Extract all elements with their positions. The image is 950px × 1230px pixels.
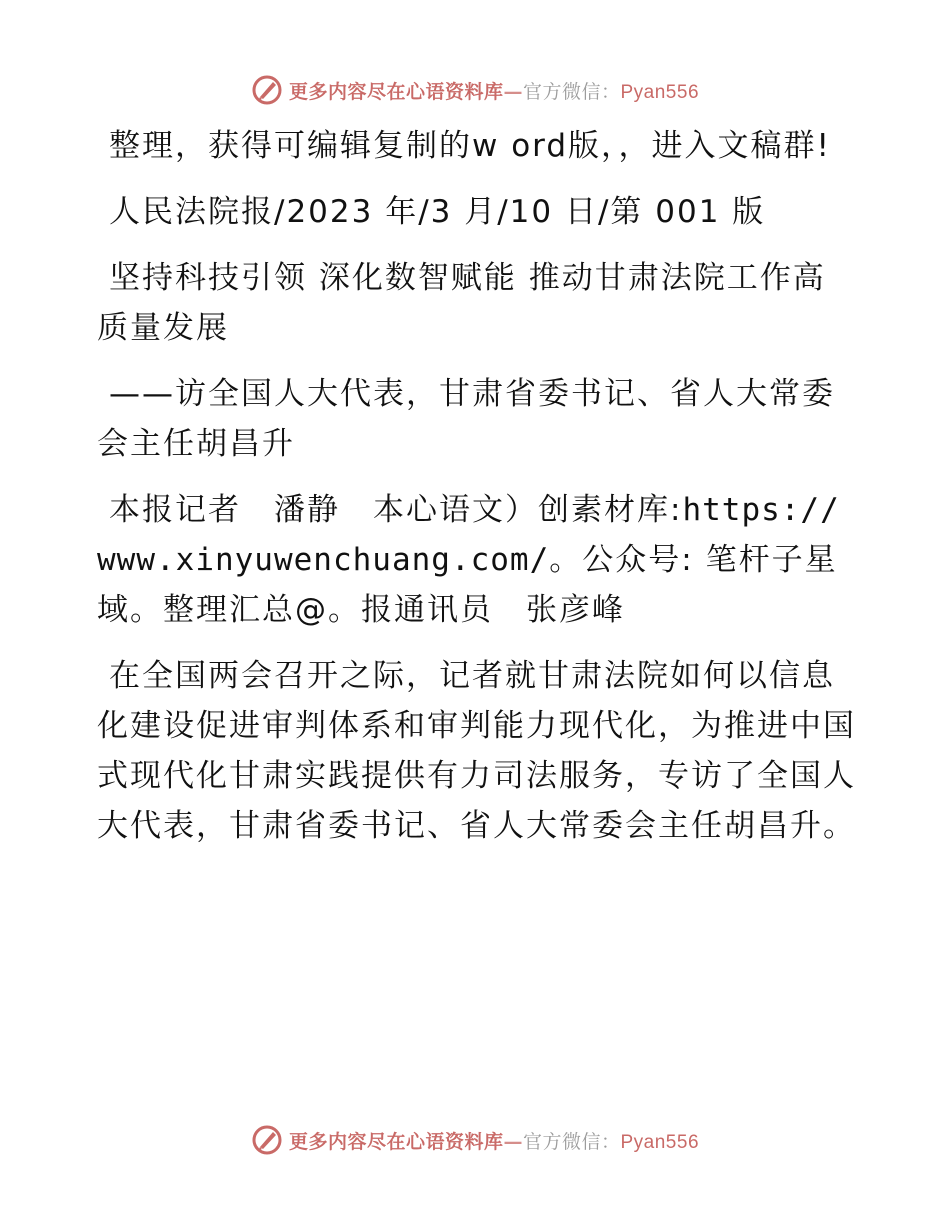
banner-wechat-id: Pyan556	[620, 1131, 700, 1153]
byline-reporter: 本报记者 潘静 本心语文）创素材库:	[109, 492, 683, 528]
intro-paragraph: 整理，获得可编辑复制的w ord版，，进入文稿群!	[109, 128, 831, 164]
header-banner	[0, 70, 950, 110]
banner-brand: 更多内容尽在心语资料库	[288, 80, 504, 103]
banner-dash: —	[503, 1130, 523, 1153]
banner-dash: —	[503, 80, 523, 103]
banner-official-label: 官方微信：	[522, 1130, 621, 1153]
footer-banner	[0, 1120, 950, 1160]
document-body	[97, 121, 857, 867]
article-title: 坚持科技引领 深化数智赋能 推动甘肃法院工作高质量发展	[97, 260, 826, 346]
banner-text	[289, 1127, 699, 1154]
byline-paragraph	[97, 485, 857, 635]
body-paragraph: 在全国两会召开之际，记者就甘肃法院如何以信息化建设促进审判体系和审判能力现代化，为推进中国式现代化甘肃实践提供有力司法服务，专访了全国人大代表，甘肃省委书记、省人大常委会主任胡昌升。	[97, 658, 856, 844]
quill-pen-logo-icon	[251, 74, 283, 106]
banner-text	[289, 77, 699, 104]
article-subtitle: ——访全国人大代表，甘肃省委书记、省人大常委会主任胡昌升	[97, 376, 835, 462]
banner-official-label: 官方微信：	[522, 80, 621, 103]
banner-brand: 更多内容尽在心语资料库	[288, 1130, 504, 1153]
banner-wechat-id: Pyan556	[620, 81, 700, 103]
source-line: 人民法院报/2023 年/3 月/10 日/第 001 版	[109, 194, 766, 230]
byline-correspondent: 。公众号: 笔杆子星域。整理汇总@。报通讯员 张彦峰	[97, 542, 838, 628]
quill-pen-logo-icon	[251, 1124, 283, 1156]
byline-url-link[interactable]: https://www.xinyuwenchuang.com/	[97, 492, 840, 578]
